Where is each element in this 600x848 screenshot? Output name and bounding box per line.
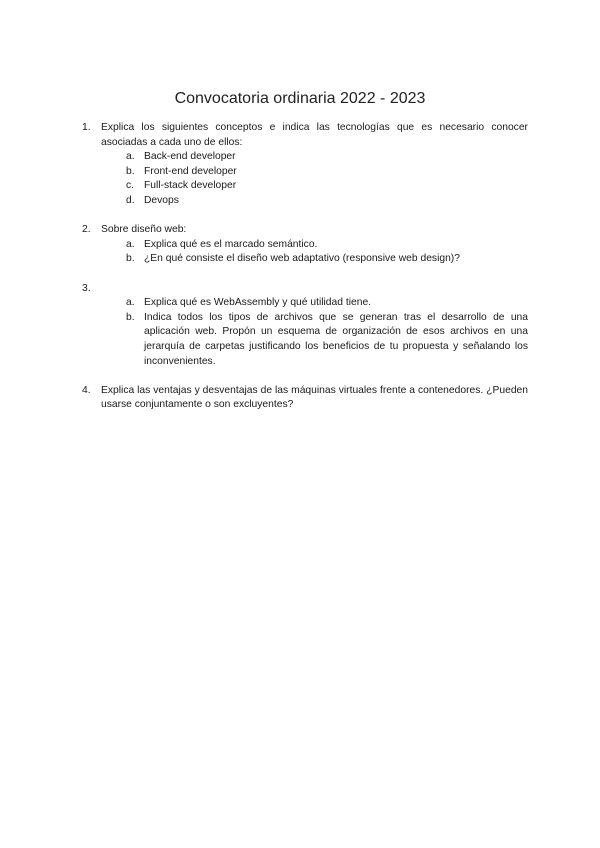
question-number: 4. (82, 384, 91, 396)
question-text: Explica los siguientes conceptos e indica las tecnologías que es necesario conocer asociadas a cada uno de ellos: (101, 122, 528, 148)
subitem-text: ¿En qué consiste el diseño web adaptativo (responsive web design)? (144, 253, 460, 265)
subitem (101, 150, 528, 165)
question-4 (82, 384, 528, 413)
subitem-text: Front-end developer (144, 165, 237, 177)
subitem-list (101, 296, 528, 369)
subitem-letter: a. (126, 238, 135, 250)
subitem (101, 296, 528, 311)
question-number: 1. (82, 122, 91, 133)
subitem-letter: b. (126, 253, 135, 265)
subitem-text: Indica todos los tipos de archivos que se generan tras el desarrollo de una aplicación web. Propón un esquema de organización de esos archivos en una jerarquía de carpetas justificando los beneficios de tu propuesta y señalando los inconvenientes. (144, 311, 528, 367)
subitem-list (101, 150, 528, 208)
subitem-text: Full-stack developer (144, 180, 237, 192)
question-3 (82, 282, 528, 370)
subitem (101, 311, 528, 369)
subitem (101, 179, 528, 194)
subitem-list (101, 238, 528, 267)
subitem-letter: a. (126, 151, 135, 163)
subitem-text: Explica qué es el marcado semántico. (144, 238, 318, 250)
subitem (101, 194, 528, 209)
subitem-text: Devops (144, 194, 179, 206)
subitem (101, 238, 528, 253)
question-1 (82, 121, 528, 209)
subitem (101, 252, 528, 267)
subitem (101, 165, 528, 180)
question-number: 2. (82, 224, 91, 236)
question-number: 3. (82, 282, 91, 294)
question-text: Sobre diseño web: (101, 224, 187, 236)
subitem-text: Back-end developer (144, 151, 236, 163)
subitem-letter: d. (126, 194, 135, 206)
subitem-letter: c. (126, 180, 135, 192)
question-text: Explica las ventajas y desventajas de las máquinas virtuales frente a contenedores. ¿Pueden usarse conjuntamente o son excluyentes? (101, 384, 528, 411)
subitem-text: Explica qué es WebAssembly y qué utilidad tiene. (144, 297, 372, 309)
question-list (82, 121, 528, 427)
subitem-letter: a. (126, 297, 135, 309)
question-text (101, 282, 528, 297)
question-2 (82, 223, 528, 267)
subitem-letter: b. (126, 311, 135, 323)
page-title: Convocatoria ordinaria 2022 - 2023 (174, 90, 426, 107)
subitem-letter: b. (126, 165, 135, 177)
